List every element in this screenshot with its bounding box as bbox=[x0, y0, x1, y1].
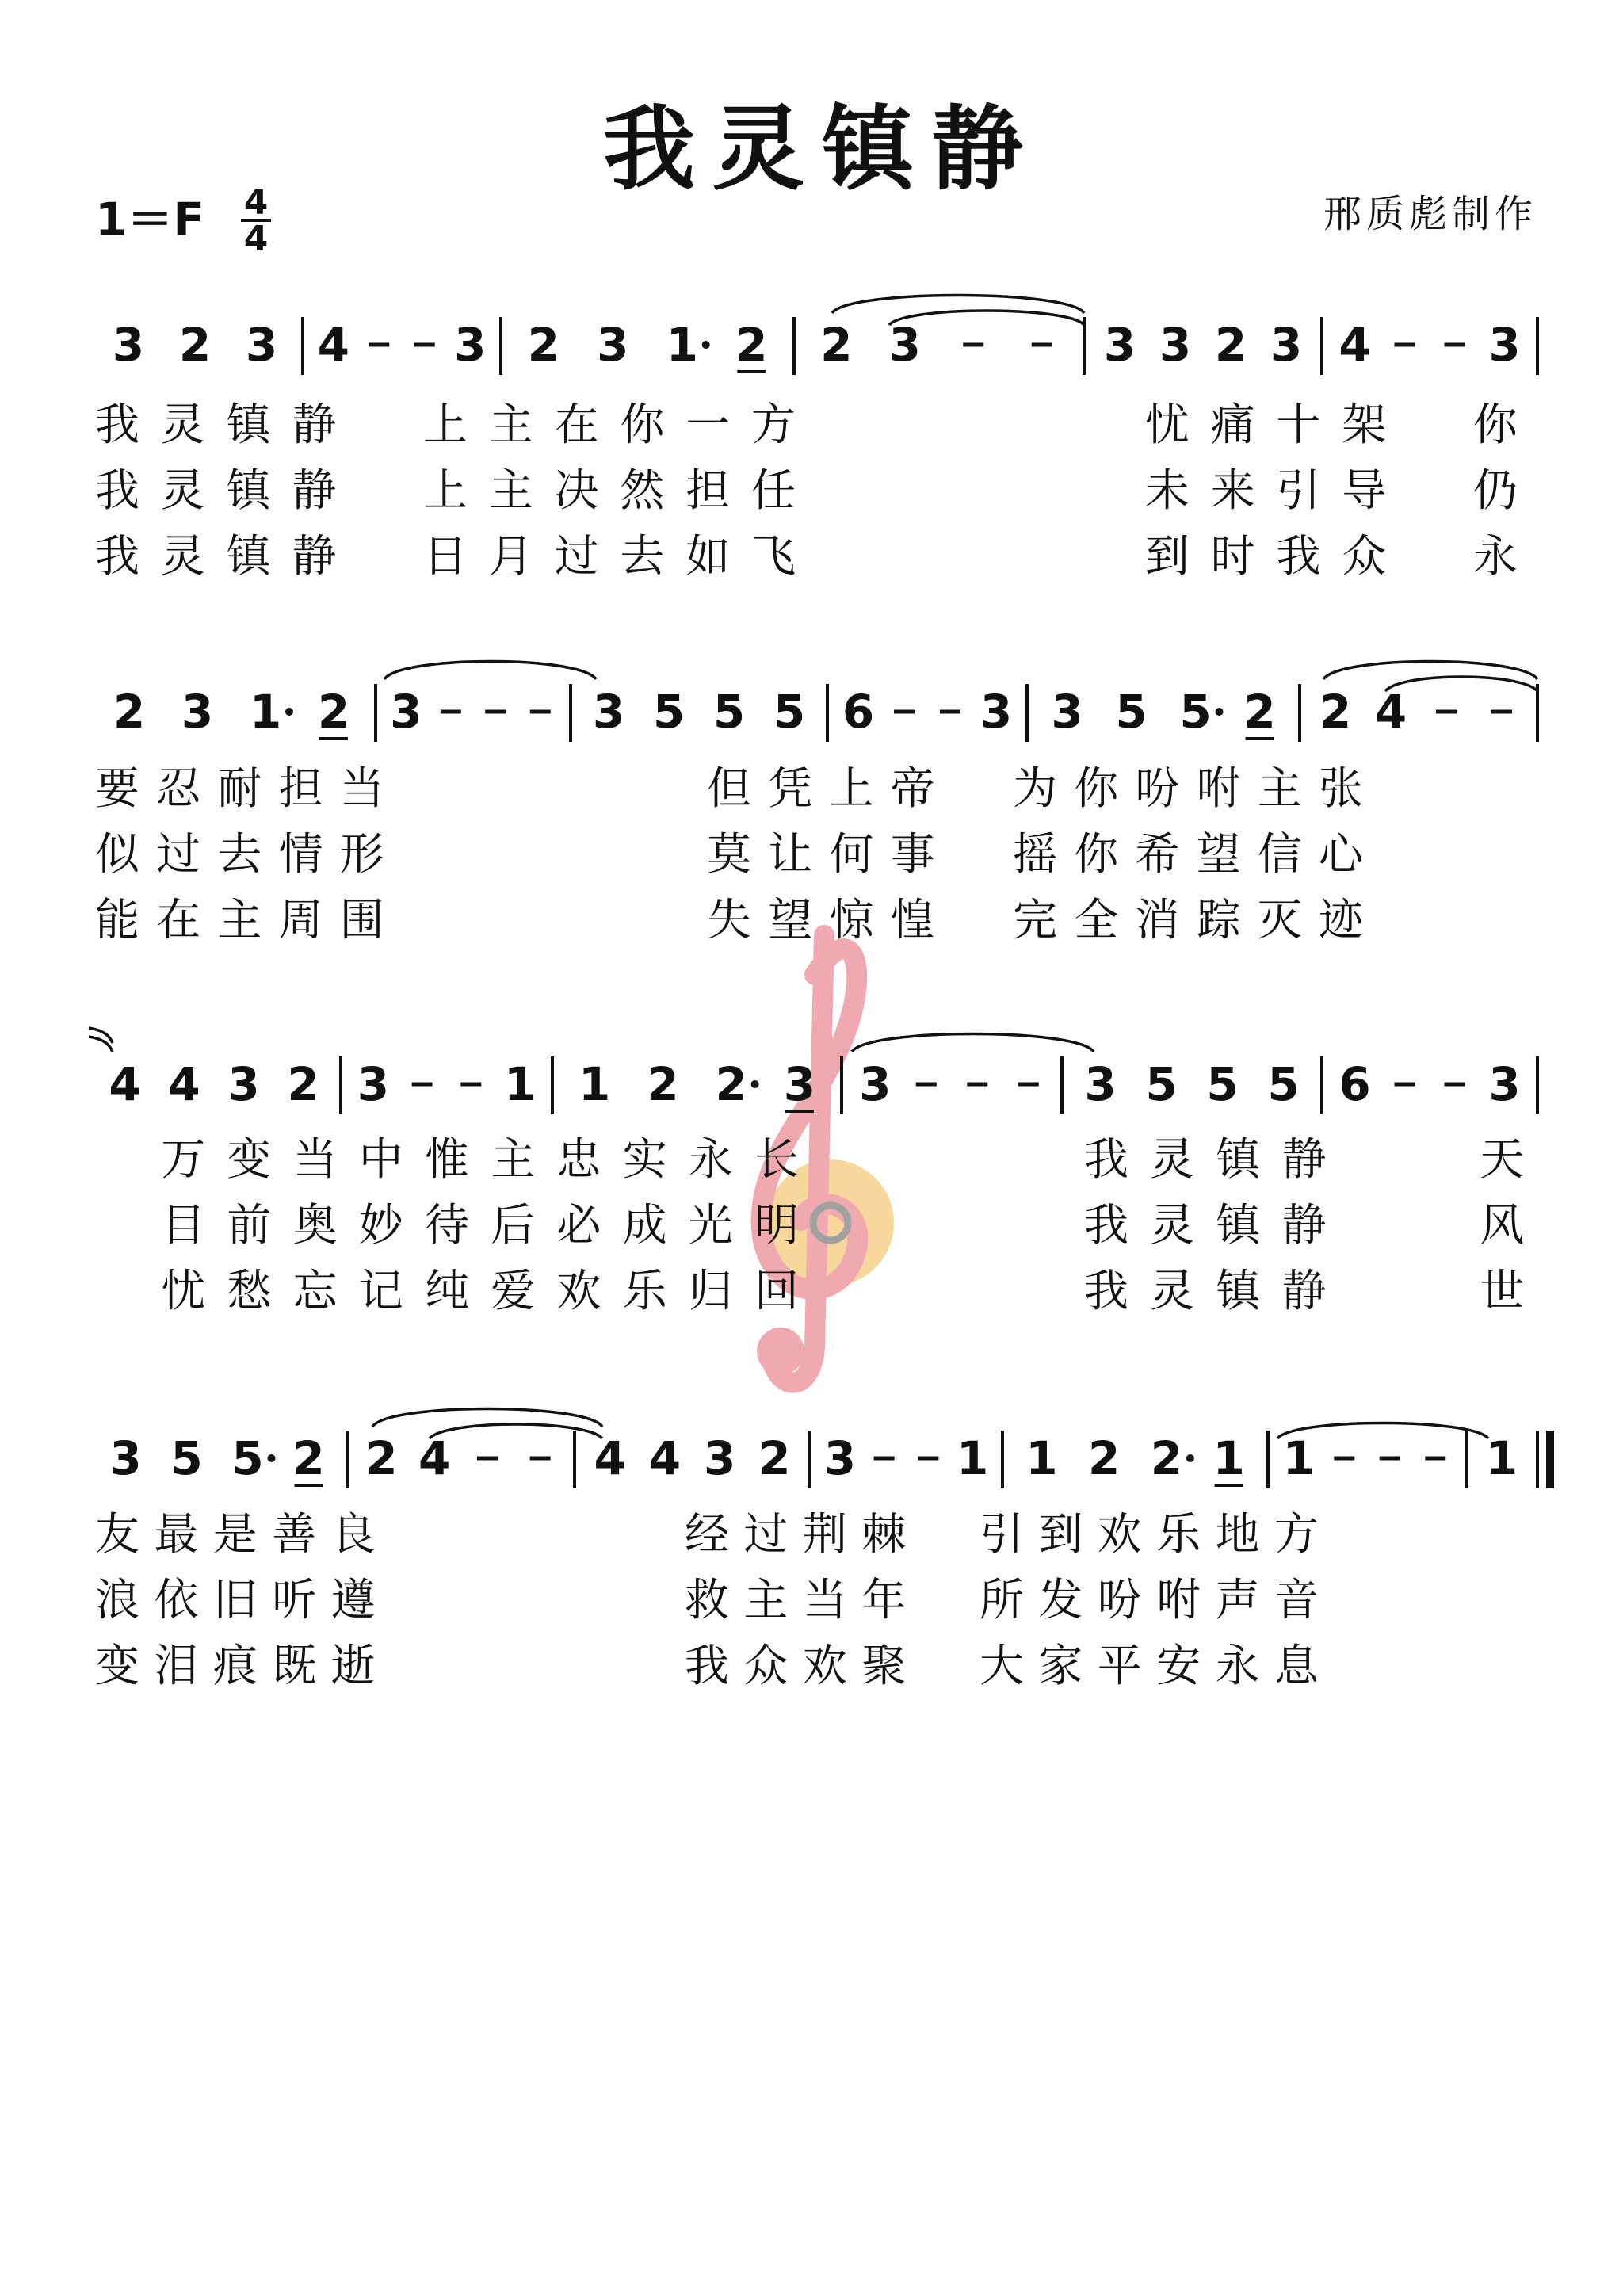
lyric-char: 主 bbox=[743, 1575, 789, 1626]
lyric-char: 音 bbox=[1274, 1575, 1319, 1626]
lyric-char: 如 bbox=[685, 531, 731, 583]
lyric-char: 要 bbox=[95, 763, 139, 815]
lyric-char: 为 bbox=[1013, 763, 1057, 815]
lyric-char: 善 bbox=[272, 1509, 317, 1561]
lyric-char: 忧 bbox=[1144, 399, 1190, 451]
lyric-char: 在 bbox=[156, 895, 201, 946]
note: 5 bbox=[773, 685, 806, 739]
tie-slur bbox=[1385, 677, 1537, 691]
note: 6 bbox=[842, 685, 875, 739]
lyric-char: 年 bbox=[861, 1575, 907, 1626]
note: 4 bbox=[418, 1431, 451, 1485]
lyric-char: 明 bbox=[754, 1200, 799, 1251]
lyric-char: 我 bbox=[1084, 1266, 1128, 1317]
lyric-char: 引 bbox=[980, 1509, 1024, 1561]
note: 3 bbox=[109, 1431, 142, 1485]
note: 5 bbox=[1115, 685, 1148, 739]
lyric-char: 望 bbox=[1196, 829, 1241, 881]
lyric-char: 过 bbox=[156, 829, 201, 881]
lyric-char: 爱 bbox=[491, 1266, 536, 1317]
lyric-char: 成 bbox=[622, 1200, 667, 1251]
lyric-char: 风 bbox=[1480, 1200, 1525, 1251]
lyric-char: 长 bbox=[754, 1134, 799, 1186]
note: 2 bbox=[317, 685, 350, 739]
lyric-char: 上 bbox=[423, 399, 468, 451]
note: 1 bbox=[956, 1431, 989, 1485]
dot-icon bbox=[268, 1454, 276, 1462]
note: 3 bbox=[1051, 685, 1083, 739]
note: 1 bbox=[1282, 1431, 1315, 1485]
author-credit: 邢质彪制作 bbox=[1323, 192, 1537, 236]
note: 1 bbox=[503, 1057, 537, 1111]
lyric-char: 上 bbox=[829, 763, 874, 815]
lyric-char: 能 bbox=[95, 895, 139, 946]
note: 2 bbox=[292, 1431, 325, 1485]
lyric-char: 引 bbox=[1276, 465, 1321, 517]
lyric-char: 十 bbox=[1276, 399, 1321, 451]
lyric-char: 忘 bbox=[292, 1266, 338, 1317]
lyric-char: 似 bbox=[95, 829, 139, 881]
lyric-char: 失 bbox=[707, 895, 751, 946]
lyric-char: 静 bbox=[1281, 1266, 1327, 1317]
note: 3 bbox=[859, 1057, 892, 1111]
lyric-char: 所 bbox=[980, 1575, 1024, 1626]
lyric-char: 形 bbox=[339, 829, 384, 881]
lyric-char: 荆 bbox=[802, 1509, 847, 1561]
note: 3 bbox=[703, 1431, 736, 1485]
lyric-char: 灵 bbox=[160, 531, 205, 583]
lyric-char: 过 bbox=[554, 531, 599, 583]
lyric-char: 我 bbox=[1276, 531, 1321, 583]
note: 3 bbox=[454, 318, 487, 372]
meter-bottom: 4 bbox=[243, 219, 269, 259]
lyric-char: 棘 bbox=[861, 1509, 907, 1561]
lyric-char: 咐 bbox=[1156, 1575, 1201, 1626]
lyric-char: 前 bbox=[227, 1200, 272, 1251]
lyric-char: 逝 bbox=[330, 1641, 376, 1692]
note: 2 bbox=[1319, 685, 1352, 739]
lyric-char: 后 bbox=[491, 1200, 536, 1251]
lyric-char: 我 bbox=[1084, 1200, 1128, 1251]
lyric-char: 浪 bbox=[95, 1575, 139, 1626]
lyric-char: 惊 bbox=[829, 895, 874, 946]
lyric-char: 必 bbox=[556, 1200, 601, 1251]
lyric-char: 迹 bbox=[1319, 895, 1363, 946]
song-title: 我灵镇静 bbox=[603, 96, 1041, 203]
note: 4 bbox=[317, 318, 349, 372]
lyric-char: 来 bbox=[1210, 465, 1255, 517]
lyric-char: 天 bbox=[1480, 1134, 1525, 1186]
lyric-char: 何 bbox=[829, 829, 874, 881]
lyric-char: 我 bbox=[95, 531, 139, 583]
lyric-char: 最 bbox=[154, 1509, 199, 1561]
lyric-char: 担 bbox=[685, 465, 731, 517]
note: 2 bbox=[1214, 318, 1247, 372]
lyric-char: 中 bbox=[358, 1134, 403, 1186]
lyric-char: 镇 bbox=[1216, 1200, 1261, 1251]
lyric-char: 主 bbox=[217, 895, 262, 946]
lyric-char: 耐 bbox=[217, 763, 262, 815]
note: 1 bbox=[666, 318, 698, 372]
lyric-char: 救 bbox=[685, 1575, 729, 1626]
note: 2 bbox=[178, 318, 212, 372]
note: 1 bbox=[1212, 1431, 1245, 1485]
lyric-char: 日 bbox=[423, 531, 468, 583]
note: 3 bbox=[980, 685, 1013, 739]
note: 3 bbox=[227, 1057, 260, 1111]
note: 3 bbox=[112, 318, 145, 372]
note: 2 bbox=[735, 318, 768, 372]
lyric-char: 主 bbox=[488, 465, 533, 517]
lyric-char: 当 bbox=[802, 1575, 847, 1626]
lyric-char: 经 bbox=[685, 1509, 729, 1561]
key-signature: 1＝F bbox=[95, 193, 204, 246]
lyric-char: 架 bbox=[1342, 399, 1387, 451]
lyric-char: 去 bbox=[217, 829, 262, 881]
lyric-char: 我 bbox=[95, 465, 139, 517]
lyric-char: 灵 bbox=[1150, 1134, 1195, 1186]
note: 3 bbox=[1159, 318, 1192, 372]
note: 4 bbox=[109, 1057, 141, 1111]
note: 2 bbox=[1150, 1431, 1183, 1485]
lyric-char: 良 bbox=[330, 1509, 376, 1561]
lyric-char: 世 bbox=[1480, 1266, 1525, 1317]
lyric-char: 导 bbox=[1342, 465, 1387, 517]
note: 5 bbox=[652, 685, 685, 739]
lyric-char: 既 bbox=[272, 1641, 317, 1692]
lyric-char: 乐 bbox=[622, 1266, 667, 1317]
lyric-char: 灭 bbox=[1257, 895, 1302, 946]
lyric-char: 上 bbox=[423, 465, 468, 517]
lyric-char: 主 bbox=[491, 1134, 536, 1186]
lyric-char: 乐 bbox=[1156, 1509, 1201, 1561]
lyric-char: 决 bbox=[554, 465, 599, 517]
dot-icon bbox=[1186, 1454, 1194, 1462]
lyric-char: 咐 bbox=[1196, 763, 1241, 815]
lyric-char: 摇 bbox=[1013, 829, 1057, 881]
lyric-char: 灵 bbox=[1150, 1266, 1195, 1317]
lyric-char: 飞 bbox=[751, 531, 796, 583]
lyric-char: 家 bbox=[1038, 1641, 1083, 1692]
lyric-char: 镇 bbox=[1216, 1134, 1261, 1186]
lyric-char: 安 bbox=[1156, 1641, 1201, 1692]
lyric-char: 情 bbox=[278, 829, 323, 881]
tie-slur bbox=[384, 662, 596, 680]
note: 1 bbox=[1485, 1431, 1518, 1485]
lyric-char: 我 bbox=[1084, 1134, 1128, 1186]
lyric-char: 实 bbox=[622, 1134, 667, 1186]
lyric-char: 欢 bbox=[1097, 1509, 1142, 1561]
lyric-char: 在 bbox=[554, 399, 599, 451]
note: 2 bbox=[647, 1057, 679, 1111]
note: 5 bbox=[1145, 1057, 1178, 1111]
lyric-char: 方 bbox=[751, 399, 796, 451]
lyric-char: 变 bbox=[227, 1134, 272, 1186]
lyric-char: 归 bbox=[688, 1266, 733, 1317]
note: 5 bbox=[231, 1431, 264, 1485]
note: 3 bbox=[181, 685, 214, 739]
lyric-char: 事 bbox=[890, 829, 935, 881]
lyric-char: 你 bbox=[1074, 763, 1119, 815]
lyric-char: 待 bbox=[425, 1200, 469, 1251]
lyric-char: 当 bbox=[292, 1134, 338, 1186]
note: 2 bbox=[365, 1431, 398, 1485]
lyric-char: 到 bbox=[1038, 1509, 1083, 1561]
note: 3 bbox=[1488, 318, 1521, 372]
lyric-char: 妙 bbox=[358, 1200, 403, 1251]
lyric-char: 回 bbox=[754, 1266, 799, 1317]
lyric-char: 任 bbox=[751, 465, 796, 517]
lyric-char: 到 bbox=[1144, 531, 1190, 583]
lyric-char: 当 bbox=[339, 763, 384, 815]
lyric-char: 但 bbox=[707, 763, 751, 815]
tie-slur bbox=[430, 1424, 602, 1438]
lyric-char: 聚 bbox=[861, 1641, 907, 1692]
lyric-char: 目 bbox=[161, 1200, 206, 1251]
lyric-char: 吩 bbox=[1135, 763, 1180, 815]
note: 2 bbox=[820, 318, 853, 372]
lyric-char: 静 bbox=[1281, 1134, 1327, 1186]
tie-slur bbox=[1323, 662, 1537, 680]
note: 3 bbox=[597, 318, 629, 372]
note: 5 bbox=[712, 685, 746, 739]
lyric-char: 镇 bbox=[226, 399, 271, 451]
lyric-char: 仍 bbox=[1472, 465, 1518, 517]
lyric-char: 镇 bbox=[1216, 1266, 1261, 1317]
note: 2 bbox=[758, 1431, 791, 1485]
lyric-char: 主 bbox=[488, 399, 533, 451]
lyric-char: 变 bbox=[95, 1641, 139, 1692]
note: 2 bbox=[527, 318, 559, 372]
lyric-char: 灵 bbox=[160, 399, 205, 451]
lyric-char: 旧 bbox=[212, 1575, 258, 1626]
note: 4 bbox=[168, 1057, 200, 1111]
lyric-char: 万 bbox=[161, 1134, 206, 1186]
lyric-char: 静 bbox=[1281, 1200, 1327, 1251]
lyric-char: 记 bbox=[358, 1266, 403, 1317]
note: 3 bbox=[783, 1057, 816, 1111]
lyric-char: 静 bbox=[292, 399, 337, 451]
note: 2 bbox=[287, 1057, 319, 1111]
note: 4 bbox=[1374, 685, 1407, 739]
note: 3 bbox=[1270, 318, 1303, 372]
lyric-char: 依 bbox=[154, 1575, 199, 1626]
lyric-char: 静 bbox=[292, 465, 337, 517]
note: 1 bbox=[578, 1057, 611, 1111]
lyric-char: 愁 bbox=[227, 1266, 272, 1317]
lyric-char: 镇 bbox=[226, 531, 271, 583]
lyric-char: 静 bbox=[292, 531, 337, 583]
dot-icon bbox=[751, 1080, 759, 1088]
lyric-char: 纯 bbox=[425, 1266, 469, 1317]
lyric-char: 我 bbox=[95, 399, 139, 451]
note: 4 bbox=[648, 1431, 682, 1485]
lyric-char: 痛 bbox=[1210, 399, 1255, 451]
clef-dot-icon bbox=[757, 1328, 804, 1375]
lyric-char: 痕 bbox=[212, 1641, 258, 1692]
lyric-char: 然 bbox=[620, 465, 665, 517]
lyric-char: 你 bbox=[620, 399, 665, 451]
lyric-char: 永 bbox=[1215, 1641, 1260, 1692]
note: 4 bbox=[594, 1431, 626, 1485]
note: 5 bbox=[1267, 1057, 1300, 1111]
lyric-char: 信 bbox=[1257, 829, 1302, 881]
note: 3 bbox=[592, 685, 625, 739]
lyric-char: 你 bbox=[1074, 829, 1119, 881]
lyric-char: 遵 bbox=[330, 1575, 376, 1626]
lyric-char: 是 bbox=[212, 1509, 258, 1561]
lyric-char: 帝 bbox=[890, 763, 935, 815]
lyric-char: 忧 bbox=[161, 1266, 206, 1317]
lyric-char: 发 bbox=[1038, 1575, 1083, 1626]
lyric-char: 希 bbox=[1135, 829, 1180, 881]
lyric-char: 踪 bbox=[1196, 895, 1241, 946]
lyric-char: 月 bbox=[488, 531, 533, 583]
note: 2 bbox=[715, 1057, 747, 1111]
lyric-char: 方 bbox=[1274, 1509, 1319, 1561]
lyric-char: 声 bbox=[1215, 1575, 1260, 1626]
note: 3 bbox=[1103, 318, 1136, 372]
note: 3 bbox=[823, 1431, 857, 1485]
lyric-char: 你 bbox=[1472, 399, 1518, 451]
lyric-char: 完 bbox=[1013, 895, 1057, 946]
tie-slur bbox=[852, 1034, 1094, 1052]
lyric-char: 消 bbox=[1135, 895, 1180, 946]
lyric-char: 听 bbox=[272, 1575, 317, 1626]
lyric-char: 担 bbox=[278, 763, 323, 815]
lyric-char: 凭 bbox=[768, 763, 813, 815]
lyric-char: 镇 bbox=[226, 465, 271, 517]
lyric-char: 周 bbox=[278, 895, 323, 946]
lyric-char: 忍 bbox=[156, 763, 201, 815]
lyric-char: 地 bbox=[1215, 1509, 1260, 1561]
note: 4 bbox=[1338, 318, 1371, 372]
lyric-char: 欢 bbox=[802, 1641, 847, 1692]
lyric-char: 众 bbox=[743, 1641, 789, 1692]
lyric-char: 望 bbox=[768, 895, 813, 946]
lyric-char: 我 bbox=[685, 1641, 729, 1692]
lyric-char: 欢 bbox=[556, 1266, 601, 1317]
lyric-char: 时 bbox=[1210, 531, 1255, 583]
dot-icon bbox=[285, 708, 293, 716]
note: 1 bbox=[1025, 1431, 1058, 1485]
lyric-char: 众 bbox=[1342, 531, 1387, 583]
lyric-char: 让 bbox=[768, 829, 813, 881]
lyric-char: 平 bbox=[1097, 1641, 1142, 1692]
note: 2 bbox=[1243, 685, 1276, 739]
lyric-char: 莫 bbox=[707, 829, 751, 881]
note: 3 bbox=[390, 685, 422, 739]
lyric-char: 友 bbox=[95, 1509, 139, 1561]
lyric-char: 全 bbox=[1074, 895, 1119, 946]
meter-top: 4 bbox=[243, 182, 269, 223]
lyric-char: 永 bbox=[1472, 531, 1518, 583]
note: 2 bbox=[113, 685, 146, 739]
lyric-char: 大 bbox=[980, 1641, 1024, 1692]
lyric-char: 主 bbox=[1257, 763, 1302, 815]
lyric-char: 心 bbox=[1319, 829, 1363, 881]
lyric-char: 灵 bbox=[1150, 1200, 1195, 1251]
lyric-char: 灵 bbox=[160, 465, 205, 517]
lyric-char: 忠 bbox=[556, 1134, 601, 1186]
lyric-char: 未 bbox=[1144, 465, 1190, 517]
lyric-char: 泪 bbox=[154, 1641, 199, 1692]
lyric-char: 过 bbox=[743, 1509, 789, 1561]
lyric-char: 张 bbox=[1319, 763, 1363, 815]
dot-icon bbox=[1216, 708, 1224, 716]
lyric-char: 惟 bbox=[425, 1134, 469, 1186]
note: 5 bbox=[170, 1431, 203, 1485]
note: 3 bbox=[888, 318, 921, 372]
note: 2 bbox=[1087, 1431, 1121, 1485]
lyric-char: 一 bbox=[685, 399, 731, 451]
note: 3 bbox=[1084, 1057, 1117, 1111]
lyric-char: 息 bbox=[1274, 1641, 1319, 1692]
lyric-char: 惶 bbox=[890, 895, 935, 946]
lyric-char: 奥 bbox=[292, 1200, 338, 1251]
dot-icon bbox=[702, 341, 710, 349]
note: 5 bbox=[1179, 685, 1212, 739]
note: 3 bbox=[1488, 1057, 1521, 1111]
note: 5 bbox=[1206, 1057, 1239, 1111]
lyric-char: 光 bbox=[688, 1200, 733, 1251]
note: 1 bbox=[249, 685, 282, 739]
lyric-char: 去 bbox=[620, 531, 665, 583]
lyric-char: 围 bbox=[339, 895, 384, 946]
note: 6 bbox=[1338, 1057, 1371, 1111]
note: 3 bbox=[245, 318, 278, 372]
lyric-char: 永 bbox=[688, 1134, 733, 1186]
note: 3 bbox=[357, 1057, 390, 1111]
lyric-char: 吩 bbox=[1097, 1575, 1142, 1626]
